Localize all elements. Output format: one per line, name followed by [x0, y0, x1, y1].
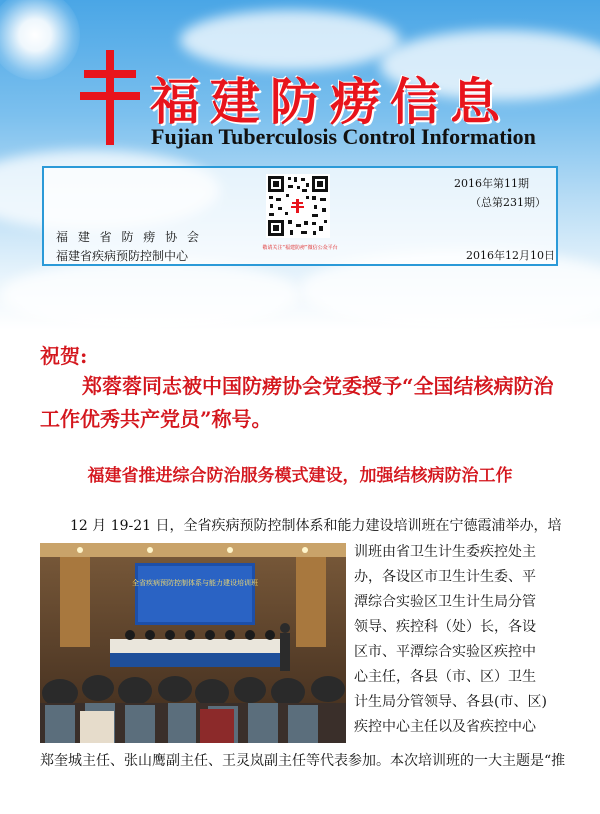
article-last-line: 郑奎城主任、张山鹰副主任、王灵岚副主任等代表参加。本次培训班的一大主题是“推 [40, 753, 566, 769]
training-meeting-photo [40, 543, 346, 743]
article-headline: 福建省推进综合防治服务模式建设，加强结核病防治工作 [87, 466, 513, 486]
wechat-qr-code[interactable] [266, 174, 330, 238]
article-line: 办，各设区市卫生计生委、平 [354, 569, 536, 585]
article-wrapped-text [354, 540, 574, 740]
masthead-title-chinese: 福建防痨信息 [150, 73, 510, 131]
sun-glow [0, 0, 80, 80]
double-cross-logo [80, 50, 140, 145]
qr-caption: 敬请关注“福建防痨”微信公众平台 [262, 245, 338, 251]
article-line: 心主任，各县（市、区）卫生 [354, 669, 536, 685]
photo-banner-text: 全省疾病预防控制体系与能力建设培训班 [132, 579, 258, 587]
masthead-title-english: Fujian Tuberculosis Control Information [151, 124, 536, 149]
article-line: 潭综合实验区卫生计生局分管 [354, 594, 536, 610]
cloud [180, 10, 400, 70]
publisher-cdc: 福建省疾病预防控制中心 [56, 249, 189, 263]
congrats-text: 郑蓉蓉同志被中国防痨协会党委授予“全国结核病防治工作优秀共产党员”称号。 [40, 374, 554, 431]
cloud [0, 260, 300, 330]
article-line: 训班由省卫生计生委疾控处主 [354, 544, 536, 560]
article-line: 区市、平潭综合实验区疾控中 [354, 644, 536, 660]
article-line: 领导、疾控科（处）长，各设 [354, 619, 536, 635]
article-first-line: 12 月 19-21 日，全省疾病预防控制体系和能力建设培训班在宁德霞浦举办，培 [70, 518, 562, 534]
total-issue-number: （总第231期） [470, 196, 546, 209]
publisher-association: 福 建 省 防 痨 协 会 [56, 230, 202, 244]
article-line: 疾控中心主任以及省疾控中心 [354, 719, 536, 735]
article-line: 计生局分管领导、各县(市、区) [354, 694, 547, 710]
publication-date: 2016年12月10日 [466, 249, 555, 262]
issue-number: 2016年第11期 [454, 177, 529, 190]
congrats-label: 祝贺: [40, 344, 88, 368]
